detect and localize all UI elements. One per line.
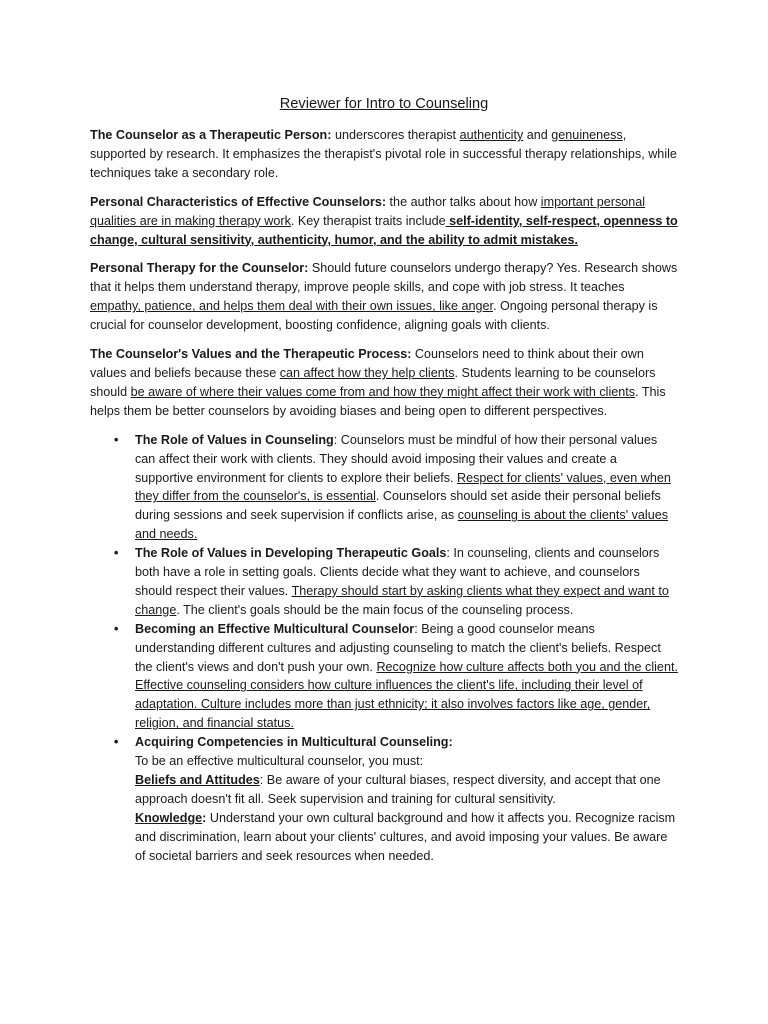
list-item-competencies [90, 733, 678, 865]
underlined-term: authenticity [459, 128, 524, 142]
underlined-phrase: Respect for clients' values, even when they differ from the counselor's, is essential [135, 470, 671, 504]
paragraph-heading: Personal Therapy for the Counselor: [90, 261, 309, 276]
underlined-phrase: Therapy should start by asking clients what they expect and want to change [135, 583, 669, 617]
underlined-phrase: be aware of where their values come from and how they might affect their work with clients [130, 384, 636, 399]
list-item-heading: The Role of Values in Counseling [135, 432, 334, 447]
bullet-list [90, 431, 678, 866]
list-item-role-of-values: • The Role of Values in Counseling: Counselors must be mindful of how their personal values can affect their work with clients. They should avoid imposing their values and create a supportive environment for clients to explore their beliefs. Respect for clients' values, even when they differ from the counselor's, is essential. Counselors should set aside their personal beliefs during sessions and seek supervision if conflicts arise, as counseling is about the clients' values and needs. [114, 432, 671, 542]
underlined-term: genuineness [551, 128, 623, 142]
bullet-marker: • [114, 432, 119, 447]
paragraph-personal-characteristics: Personal Characteristics of Effective Counselors: the author talks about how important personal qualities are in making therapy work. Key therapist traits include self-identity, self-respect, openness to change, cultural sensitivity, authenticity, humor, and the ability to admit mistakes. [90, 194, 678, 247]
paragraph-counselor-values: The Counselor's Values and the Therapeutic Process: Counselors need to think about their own values and beliefs because these can affect how they help clients. Students learning to be counselors should be aware of where their values come from and how they might affect their work with clients. This helps them be better counselors by avoiding biases and being open to different perspectives. [90, 347, 666, 418]
competency-heading: Beliefs and Attitudes [135, 773, 260, 787]
bullet-marker: • [114, 735, 119, 750]
list-item-heading: The Role of Values in Developing Therapeutic Goals [135, 546, 447, 561]
list-item-therapeutic-goals: • The Role of Values in Developing Therapeutic Goals: In counseling, clients and counselors both have a role in setting goals. Clients decide what they want to achieve, and counselors should respect their values. Therapy should start by asking clients what they expect and want to change. The client's goals should be the main focus of the counseling process. [114, 546, 669, 617]
paragraph-therapeutic-person: The Counselor as a Therapeutic Person: underscores therapist authenticity and genuineness, supported by research. It emphasizes the therapist's pivotal role in successful therapy relationships, while techniques take a secondary role. [90, 128, 677, 180]
underlined-traits: self-identity, self-respect, openness to change, cultural sensitivity, authenticity, humor, and the ability to admit mistakes. [90, 213, 678, 247]
list-item-multicultural-counselor: • Becoming an Effective Multicultural Counselor: Being a good counselor means understanding different cultures and adjusting counseling to match the client's beliefs. Respect the client's views and don't push your own. Recognize how culture affects both you and the client. Effective counseling considers how culture influences the client's life, including their level of adaptation. Culture includes more than just ethnicity; it also involves factors like age, gender, religion, and financial status. [114, 621, 678, 731]
underlined-phrase: counseling is about the clients' values and needs. [135, 508, 669, 542]
underlined-phrase: important personal qualities are in making therapy work [90, 194, 646, 228]
paragraph-heading: Personal Characteristics of Effective Counselors: [90, 194, 387, 209]
document-title: Reviewer for Intro to Counseling [279, 96, 489, 112]
list-item-intro: To be an effective multicultural counselor, you must: [135, 754, 424, 769]
list-item-heading: Becoming an Effective Multicultural Counselor [135, 621, 415, 636]
paragraph-heading: The Counselor's Values and the Therapeutic Process: [90, 347, 412, 362]
underlined-phrase: Recognize how culture affects both you and the client. Effective counseling considers how culture influences the client's life, including their level of adaptation. Culture includes more than just ethnicity; it also involves factors like age, gender, religion, and financial status. [135, 659, 678, 731]
competency-heading: Knowledge [135, 810, 203, 825]
bullet-marker: • [114, 546, 119, 561]
paragraph-personal-therapy: Personal Therapy for the Counselor: Should future counselors undergo therapy? Yes. Research shows that it helps them understand therapy, improve people skills, and cope with job stress. It teaches empathy, patience, and helps them deal with their own issues, like anger. Ongoing personal therapy is crucial for counselor development, boosting confidence, aligning goals with clients. [90, 261, 678, 333]
competency-knowledge: Knowledge: Understand your own cultural background and how it affects you. Recognize racism and discrimination, learn about your clients' cultures, and avoid imposing your values. Be aware of societal barriers and seek resources when needed. [135, 810, 676, 863]
paragraph-heading: The Counselor as a Therapeutic Person: [90, 128, 332, 142]
underlined-phrase: can affect how they help clients [279, 365, 455, 380]
underlined-phrase: empathy, patience, and helps them deal with their own issues, like anger [90, 299, 493, 314]
list-item-heading: Acquiring Competencies in Multicultural Counseling: [135, 735, 453, 750]
competency-beliefs: Beliefs and Attitudes: Be aware of your cultural biases, respect diversity, and accept that one approach doesn't fit all. Seek supervision and training for cultural sensitivity. [135, 773, 661, 806]
bullet-marker: • [114, 621, 119, 636]
